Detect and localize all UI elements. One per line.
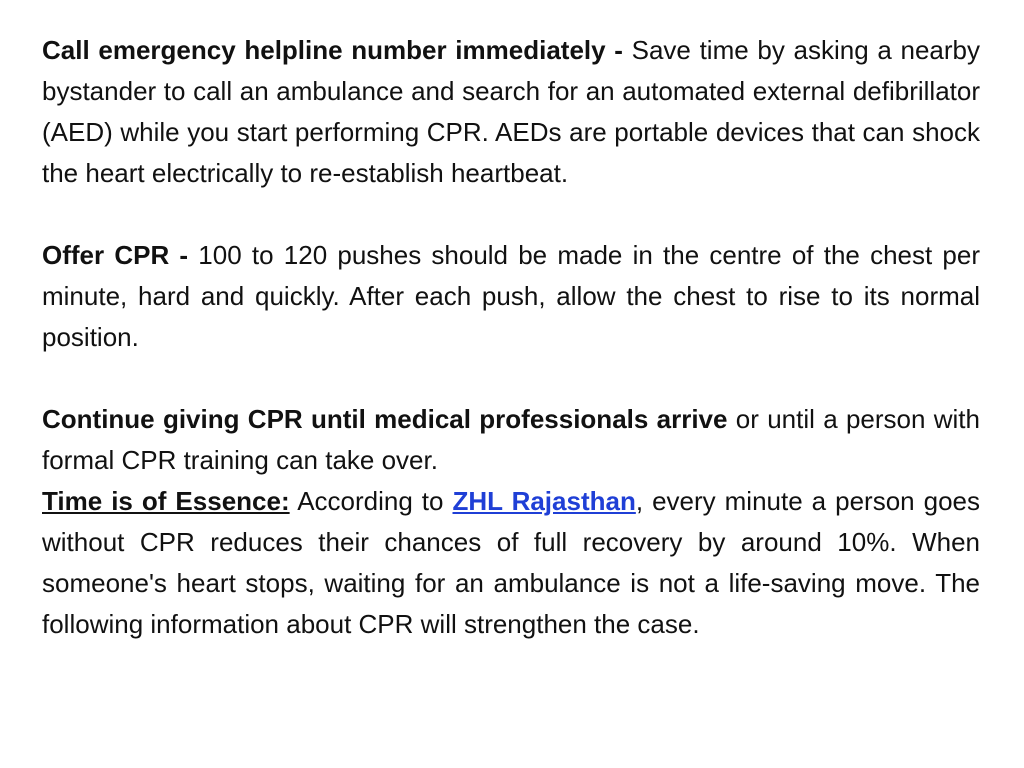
heading-emergency: Call emergency helpline number immediately -	[42, 35, 632, 65]
heading-continue: Continue giving CPR until medical professionals arrive	[42, 404, 728, 434]
paragraph-offer-cpr	[42, 235, 980, 358]
paragraph-emergency	[42, 30, 980, 194]
paragraph-spacer	[42, 194, 980, 235]
paragraph-continue	[42, 399, 980, 481]
intro-time-essence: According to	[289, 486, 453, 516]
paragraph-spacer	[42, 358, 980, 399]
heading-time-essence: Time is of Essence:	[42, 486, 290, 516]
body-offer-cpr: 100 to 120 pushes should be made in the centre of the chest per minute, hard and quickly. After each push, allow the chest to rise to its normal position.	[42, 240, 980, 352]
body-emergency: Save time by asking a nearby bystander to call an ambulance and search for an automated external defibrillator (AED) while you start performing CPR. AEDs are portable devices that can shock the heart electrically to re-establish heartbeat.	[42, 35, 980, 188]
heading-offer-cpr: Offer CPR -	[42, 240, 199, 270]
body-time-essence: , every minute a person goes without CPR reduces their chances of full recovery by around 10%. When someone's heart stops, waiting for an ambulance is not a life-saving move. The following information about CPR will strengthen the case.	[42, 486, 981, 639]
zhl-rajasthan-link[interactable]: ZHL Rajasthan	[452, 486, 636, 516]
paragraph-time-essence	[42, 481, 980, 645]
body-continue: or until a person with formal CPR training can take over.	[42, 404, 980, 475]
